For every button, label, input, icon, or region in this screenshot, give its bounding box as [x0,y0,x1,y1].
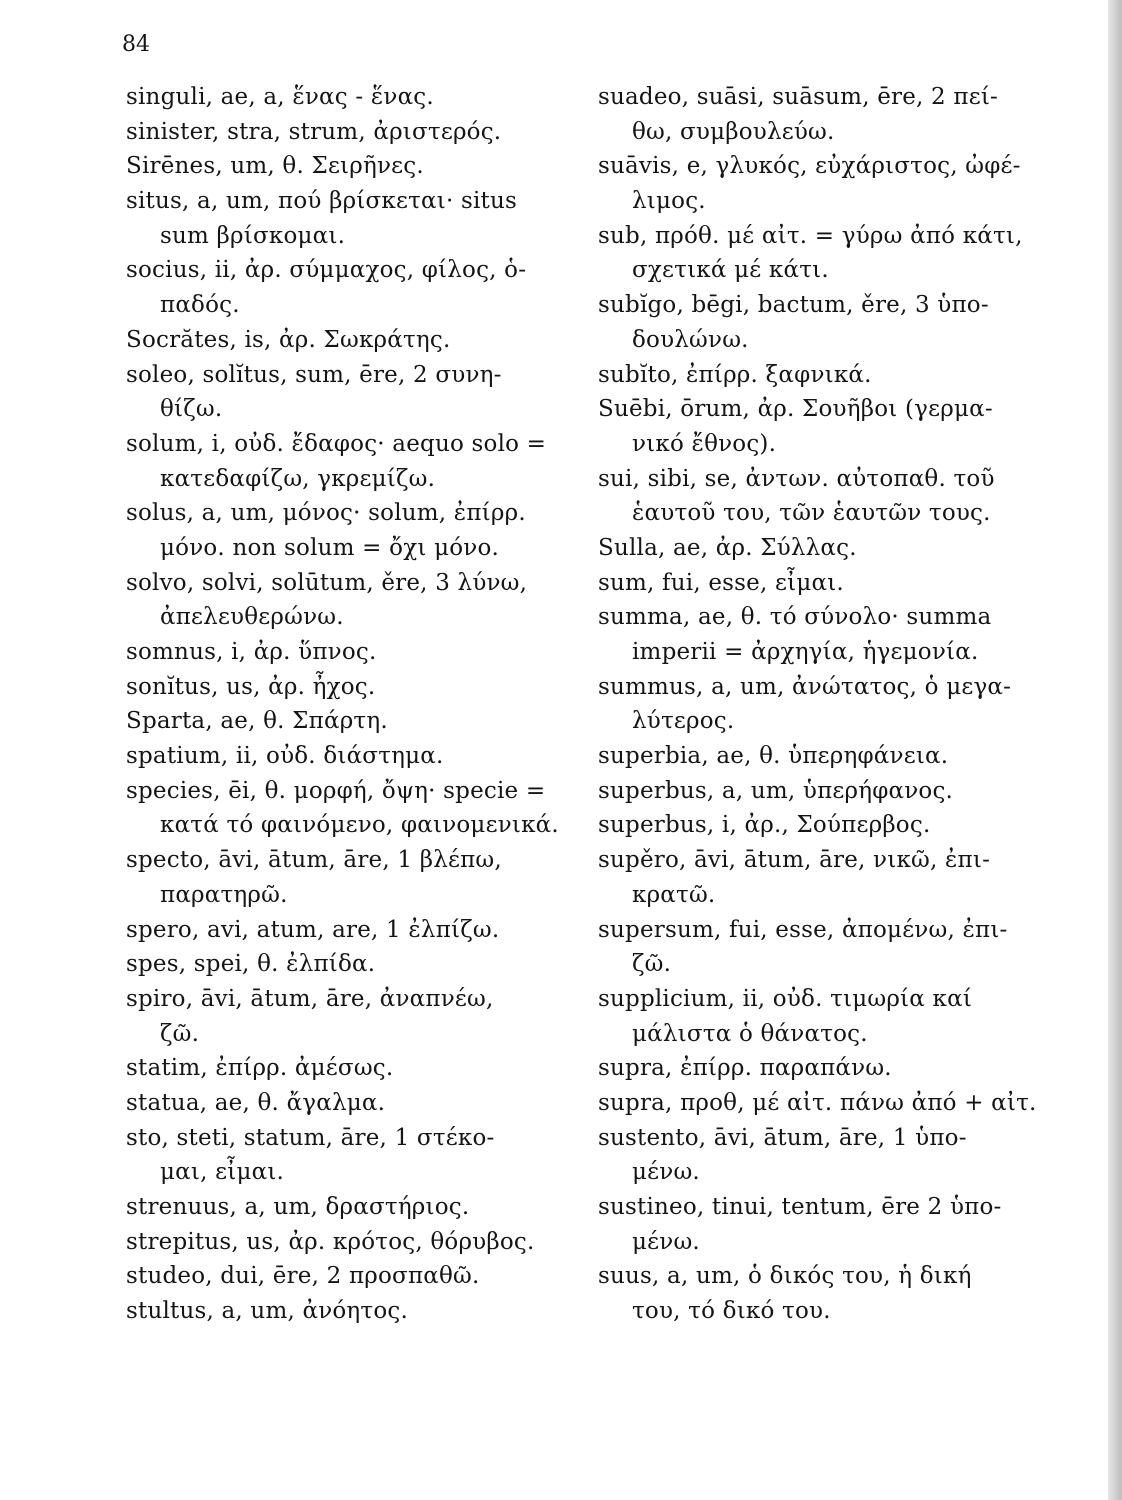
dictionary-entry-line: sustento, āvi, ātum, āre, 1 ὑπο- [598,1124,967,1151]
dictionary-entry-continuation: ζῶ. [632,951,672,978]
dictionary-entry-line: supersum, fui, esse, ἀπομένω, ἐπι- [598,916,1008,943]
page-edge-shadow [1108,0,1122,1500]
dictionary-entry-line: specto, āvi, ātum, āre, 1 βλέπω, [126,847,502,874]
dictionary-entry-continuation: λιμος. [632,188,706,215]
dictionary-entry-line: solus, a, um, μόνος· solum, ἐπίρρ. [126,500,526,527]
dictionary-entry-continuation: κατά τό φαινόμενο, φαινομενικά. [160,812,559,839]
dictionary-entry-line: Sirēnes, um, θ. Σειρῆνες. [126,153,424,180]
dictionary-entry-continuation: λύτερος. [632,708,735,735]
dictionary-entry-continuation: sum βρίσκομαι. [160,222,346,249]
dictionary-entry-continuation: νικό ἔθνος). [632,430,777,457]
dictionary-entry-line: sto, steti, statum, āre, 1 στέκο- [126,1124,495,1151]
dictionary-entry-line: supplicium, ii, οὐδ. τιμωρία καί [598,985,973,1012]
dictionary-entry-continuation: δουλώνω. [632,326,749,353]
dictionary-entry-continuation: ζῶ. [160,1020,200,1047]
page-number: 84 [122,32,150,57]
dictionary-entry-continuation: μόνο. non solum = ὄχι μόνο. [160,534,500,561]
dictionary-entry-continuation: κατεδαφίζω, γκρεμίζω. [160,465,436,492]
dictionary-entry-continuation: μένω. [632,1159,700,1186]
dictionary-entry-line: strenuus, a, um, δραστήριος. [126,1194,470,1220]
dictionary-entry-line: suāvis, e, γλυκός, εὐχάριστος, ὠφέ- [598,153,1021,180]
right-column [598,80,1068,1329]
dictionary-entry-line: summus, a, um, ἀνώτατος, ὁ μεγα- [598,673,1012,700]
dictionary-entry-line: Socrătes, is, ἀρ. Σωκράτης. [126,326,451,353]
dictionary-entry-continuation: ἀπελευθερώνω. [160,604,344,631]
dictionary-entry-line: socius, ii, ἀρ. σύμμαχος, φίλος, ὁ- [126,257,527,284]
dictionary-entry-continuation: μάλιστα ὁ θάνατος. [632,1020,868,1047]
dictionary-entry-continuation: μένω. [632,1228,700,1255]
dictionary-entry-line: statua, ae, θ. ἄγαλμα. [126,1089,386,1116]
dictionary-entry-line: strepitus, us, ἀρ. κρότος, θόρυβος. [126,1228,535,1255]
dictionary-entry-line: superbus, i, ἀρ., Σούπερβος. [598,812,931,839]
dictionary-entry-line: somnus, i, ἀρ. ὕπνος. [126,639,377,665]
dictionary-entry-line: sui, sibi, se, ἀντων. αὐτοπαθ. τοῦ [598,465,995,492]
dictionary-entry-line: sinister, stra, strum, ἀριστερός. [126,118,502,145]
dictionary-entry-line: supěro, āvi, ātum, āre, νικῶ, ἐπι- [598,847,991,874]
dictionary-entry-continuation: παδός. [160,292,240,319]
dictionary-entry-line: Suēbi, ōrum, ἀρ. Σουῆβοι (γερμα- [598,396,993,423]
dictionary-entry-line: solvo, solvi, solūtum, ěre, 3 λύνω, [126,569,528,596]
dictionary-entry-continuation: ἑαυτοῦ του, τῶν ἑαυτῶν τους. [632,500,991,527]
dictionary-entry-continuation: σχετικά μέ κάτι. [632,257,829,284]
dictionary-entry-line: spero, avi, atum, are, 1 ἐλπίζω. [126,916,500,943]
dictionary-entry-line: spatium, ii, οὐδ. διάστημα. [126,743,444,770]
dictionary-entry-continuation: μαι, εἶμαι. [160,1159,285,1186]
dictionary-entry-line: studeo, dui, ēre, 2 προσπαθῶ. [126,1263,480,1290]
dictionary-entry-line: Sparta, ae, θ. Σπάρτη. [126,708,388,735]
dictionary-entry-line: spiro, āvi, ātum, āre, ἀναπνέω, [126,985,494,1012]
dictionary-entry-continuation: του, τό δικό του. [632,1298,831,1325]
dictionary-entry-line: subĭgo, bēgi, bactum, ěre, 3 ὑπο- [598,292,989,319]
dictionary-entry-line: superbus, a, um, ὑπερήφανος. [598,777,954,804]
dictionary-entry-line: species, ēi, θ. μορφή, ὄψη· specie = [126,777,546,804]
dictionary-entry-line: spes, spei, θ. ἐλπίδα. [126,951,376,978]
dictionary-entry-continuation: παρατηρῶ. [160,881,288,908]
dictionary-entry-line: situs, a, um, πού βρίσκεται· situs [126,188,518,215]
dictionary-entry-line: sustineo, tinui, tentum, ēre 2 ὑπο- [598,1194,1002,1220]
dictionary-entry-continuation: imperii = ἀρχηγία, ἡγεμονία. [632,639,979,665]
dictionary-entry-line: suadeo, suāsi, suāsum, ēre, 2 πεί- [598,84,999,110]
dictionary-entry-line: statim, ἐπίρρ. ἀμέσως. [126,1055,394,1082]
dictionary-entry-line: supra, ἐπίρρ. παραπάνω. [598,1055,892,1082]
dictionary-entry-line: subĭto, ἐπίρρ. ξαφνικά. [598,361,872,388]
dictionary-entry-continuation: θίζω. [160,396,223,423]
dictionary-entry-line: singuli, ae, a, ἕνας - ἕνας. [126,84,434,110]
dictionary-entry-line: sonĭtus, us, ἀρ. ἦχος. [126,673,376,700]
dictionary-entry-line: summa, ae, θ. τό σύνολο· summa [598,604,992,631]
dictionary-entry-line: soleo, solĭtus, sum, ēre, 2 συνη- [126,361,502,388]
dictionary-entry-line: suus, a, um, ὁ δικός του, ἡ δική [598,1263,972,1290]
dictionary-entry-line: Sulla, ae, ἀρ. Σύλλας. [598,534,857,561]
left-column [126,80,581,1329]
dictionary-entry-line: stultus, a, um, ἀνόητος. [126,1298,408,1325]
dictionary-entry-line: superbia, ae, θ. ὑπερηφάνεια. [598,743,949,770]
dictionary-entry-line: solum, i, οὐδ. ἔδαφος· aequo solo = [126,430,547,457]
dictionary-entry-line: supra, προθ, μέ αἰτ. πάνω ἀπό + αἰτ. [598,1089,1037,1116]
dictionary-entry-line: sub, πρόθ. μέ αἰτ. = γύρω ἀπό κάτι, [598,222,1023,249]
dictionary-entry-continuation: θω, συμβουλεύω. [632,118,835,145]
dictionary-entry-line: sum, fui, esse, εἶμαι. [598,569,844,596]
dictionary-entry-continuation: κρατῶ. [632,881,716,908]
